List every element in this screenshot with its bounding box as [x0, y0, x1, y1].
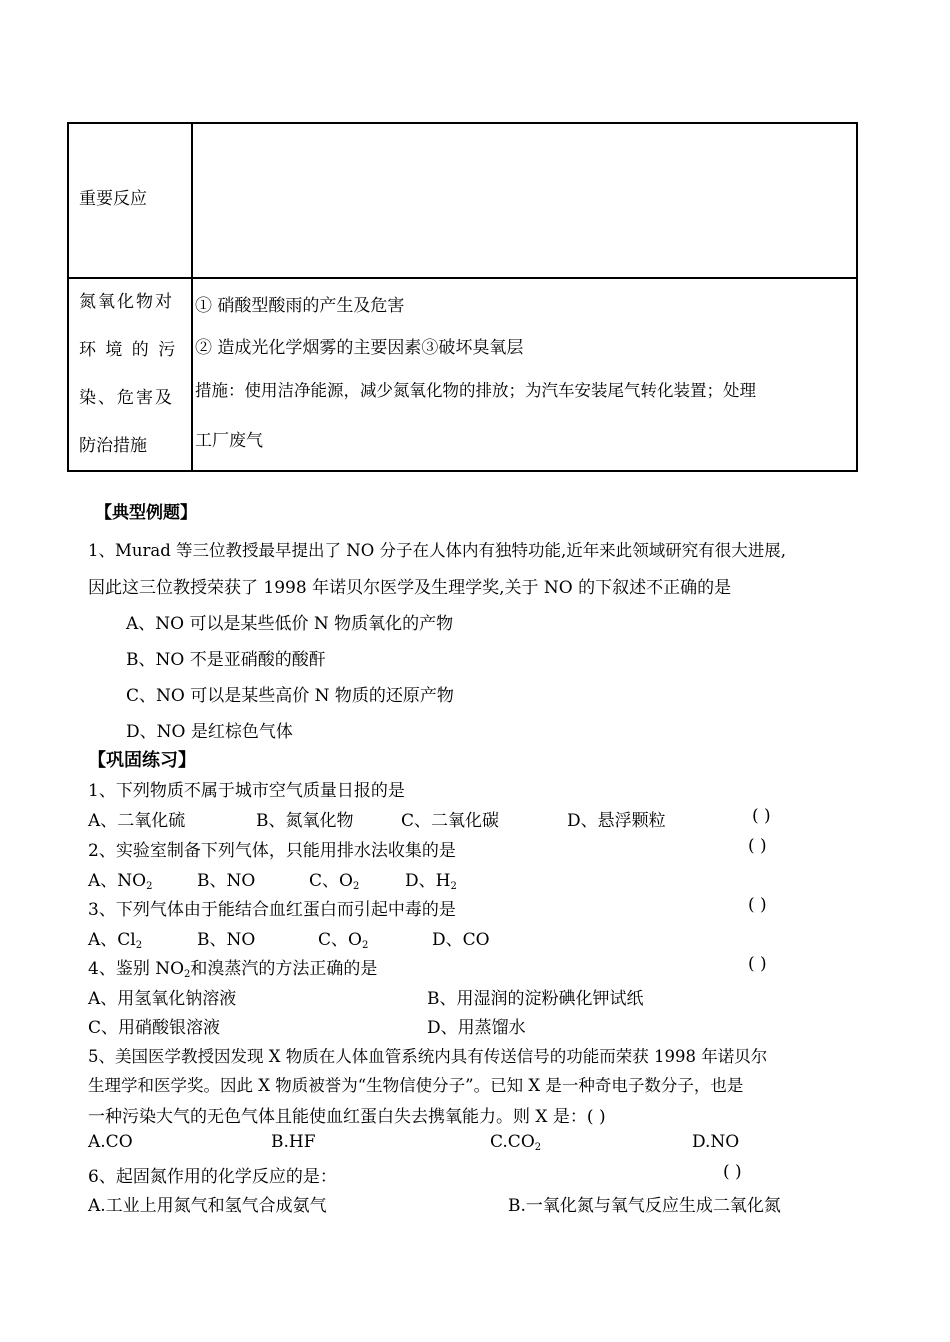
content-line: ② 造成光化学烟雾的主要因素③破坏臭氧层 — [195, 338, 524, 358]
practice-q6-option: B.一氧化氮与氧气反应生成二氧化氮 — [508, 1196, 781, 1216]
practice-q5-line: 生理学和医学奖。因此 X 物质被誉为“生物信使分子”。已知 X 是一种奇电子数分子，也是 — [88, 1076, 744, 1095]
practice-q2: 2、实验室制备下列气体，只能用排水法收集的是 — [88, 841, 456, 861]
practice-q3-option: A、$Cl_2$ — [88, 930, 143, 951]
content-line: ① 硝酸型酸雨的产生及危害 — [195, 296, 405, 316]
practice-q4-option: A、用氢氧化钠溶液 — [88, 989, 237, 1009]
practice-q2-option: B、NO — [197, 871, 256, 891]
content-line: 工厂废气 — [195, 431, 263, 451]
practice-q5-line: 5、美国医学教授因发现 X 物质在人体血管系统内具有传送信号的功能而荣获 1998 年诺贝尔 — [88, 1047, 768, 1066]
practice-q2-option: C、$O_2$ — [309, 871, 360, 892]
answer-parentheses: ( ) — [752, 806, 771, 826]
practice-q5-option: D.NO — [692, 1132, 740, 1152]
practice-q2-option: D、$H_2$ — [405, 871, 457, 892]
example-heading: 【典型例题】 — [95, 503, 197, 523]
table-label-cell — [68, 123, 192, 278]
practice-q3-option: B、NO — [197, 930, 256, 950]
practice-q3-option: D、CO — [432, 930, 490, 950]
answer-parentheses: ( ) — [748, 954, 767, 974]
table-content-cell-empty — [192, 123, 857, 278]
content-line: 措施：使用洁净能源，减少氮氧化物的排放；为汽车安装尾气转化装置；处理 — [195, 381, 756, 400]
example-option: A、NO 可以是某些低价 N 物质氧化的产物 — [126, 614, 454, 634]
practice-q4: 4、鉴别 $NO_2$和溴蒸汽的方法正确的是 — [88, 959, 378, 980]
practice-q5-line: 一种污染大气的无色气体且能使血红蛋白失去携氧能力。则 X 是：( ) — [88, 1107, 606, 1127]
practice-q5-option: A.CO — [88, 1132, 133, 1152]
practice-q6: 6、起固氮作用的化学反应的是： — [88, 1167, 337, 1187]
row-label-line: 氮氧化物对 — [79, 292, 174, 312]
row-label-line: 染、危害及 — [79, 388, 174, 408]
example-option: B、NO 不是亚硝酸的酸酐 — [126, 650, 326, 670]
answer-parentheses: ( ) — [723, 1162, 742, 1182]
practice-q1-option: A、二氧化硫 — [88, 811, 186, 831]
practice-heading: 【巩固练习】 — [88, 750, 196, 771]
practice-q6-option: A.工业上用氮气和氢气合成氨气 — [88, 1196, 327, 1216]
row-label-line: 环 境 的 污 — [79, 340, 178, 360]
practice-q4-option: C、用硝酸银溶液 — [88, 1018, 221, 1038]
example-option: D、NO 是红棕色气体 — [126, 722, 293, 742]
practice-q1: 1、下列物质不属于城市空气质量日报的是 — [88, 781, 405, 801]
example-question-line: 因此这三位教授荣获了 1998 年诺贝尔医学及生理学奖,关于 NO 的下叙述不正确的是 — [88, 578, 732, 598]
practice-q3: 3、下列气体由于能结合血红蛋白而引起中毒的是 — [88, 900, 456, 920]
practice-q1-option: D、悬浮颗粒 — [567, 811, 666, 831]
row-label-line: 防治措施 — [79, 436, 147, 456]
row-label-important-reactions: 重要反应 — [79, 189, 147, 209]
example-option: C、NO 可以是某些高价 N 物质的还原产物 — [126, 686, 454, 706]
practice-q4-option: D、用蒸馏水 — [427, 1018, 526, 1038]
practice-q5-option: $C.CO_2$ — [490, 1132, 542, 1153]
table-content-cell — [192, 278, 857, 471]
practice-q1-option: C、二氧化碳 — [401, 811, 500, 831]
practice-q3-option: C、$O_2$ — [318, 930, 369, 951]
practice-q1-option: B、氮氧化物 — [256, 811, 354, 831]
practice-q4-option: B、用湿润的淀粉碘化钾试纸 — [427, 989, 644, 1009]
answer-parentheses: ( ) — [748, 895, 767, 915]
practice-q2-option: A、$NO_2$ — [88, 871, 153, 892]
practice-q5-option: B.HF — [271, 1132, 316, 1152]
example-question-line: 1、Murad 等三位教授最早提出了 NO 分子在人体内有独特功能,近年来此领域研究有很大进展, — [88, 541, 786, 560]
answer-parentheses: ( ) — [748, 836, 767, 856]
table-label-cell — [68, 278, 192, 471]
nitrogen-oxides-table — [67, 122, 858, 472]
